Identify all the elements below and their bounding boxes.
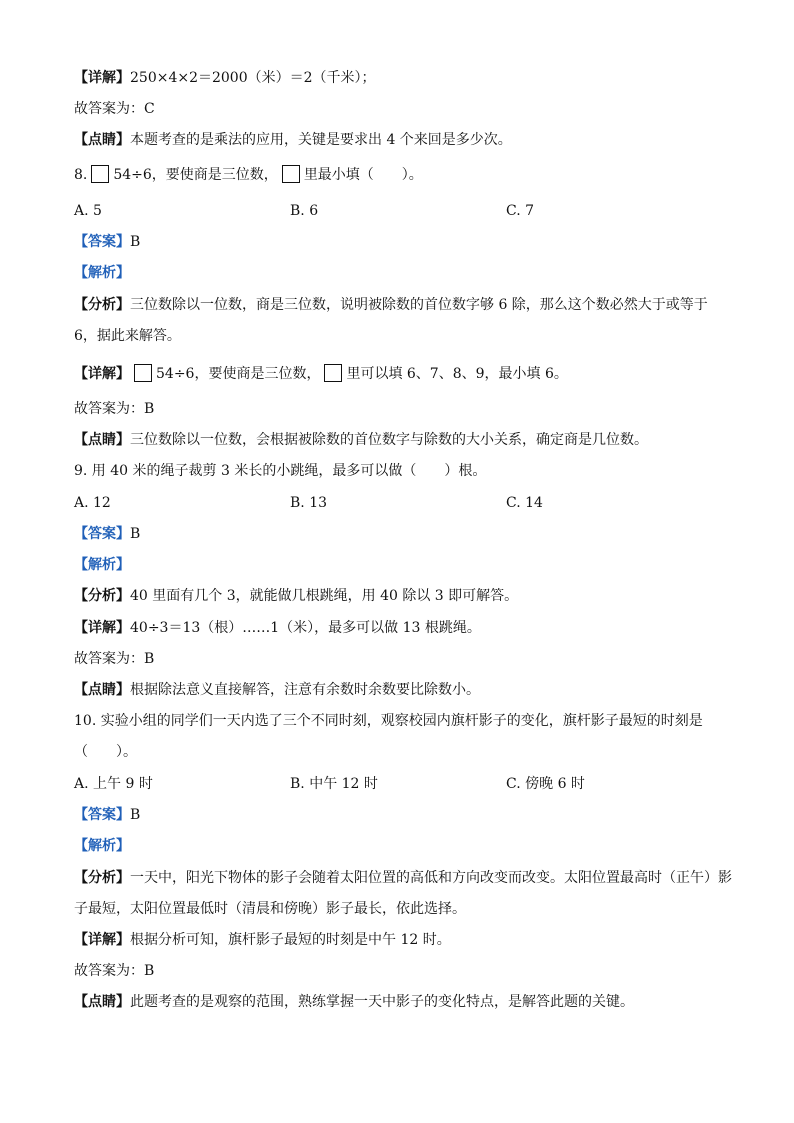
q8-option-c: C. 7 bbox=[506, 203, 535, 219]
q9-option-b: B. 13 bbox=[290, 495, 328, 511]
q8-comment-text: 三位数除以一位数，会根据被除数的首位数字与除数的大小关系，确定商是几位数。 bbox=[130, 432, 648, 448]
q10-stem: 10. 实验小组的同学们一天内选了三个不同时刻，观察校园内旗杆影子的变化，旗杆影子最短的时刻是（ ）。 bbox=[74, 713, 703, 760]
q8-comment-tag: 【点睛】 bbox=[74, 432, 130, 448]
q10-analysis-line bbox=[74, 836, 130, 856]
q8-detail-part1: 54÷6，要使商是三位数， bbox=[156, 366, 321, 382]
q10-fenxi-tag: 【分析】 bbox=[74, 870, 130, 886]
q10-fenxi-text: 一天中，阳光下物体的影子会随着太阳位置的高低和方向改变而改变。太阳位置最高时（正午）影子最短，太阳位置最低时（清晨和傍晚）影子最长，依此选择。 bbox=[74, 870, 732, 917]
q8-number: 8. bbox=[74, 167, 88, 183]
q10-detail-line bbox=[74, 930, 451, 950]
q8-detail-part2: 里可以填 6、7、8、9，最小填 6。 bbox=[346, 366, 568, 382]
q8-option-a: A. 5 bbox=[74, 203, 102, 219]
q9-analysis-tag: 【解析】 bbox=[74, 557, 130, 573]
blank-box bbox=[91, 165, 109, 183]
q9-fenxi-tag: 【分析】 bbox=[74, 588, 130, 604]
q10-answer-value: B bbox=[130, 807, 141, 823]
q7-comment-tag: 【点睛】 bbox=[74, 132, 130, 148]
q9-comment-text: 根据除法意义直接解答，注意有余数时余数要比除数小。 bbox=[130, 682, 480, 698]
q8-detail-line bbox=[74, 364, 568, 384]
q10-comment-line bbox=[74, 992, 634, 1012]
q9-detail-text: 40÷3＝13（根）……1（米），最多可以做 13 根跳绳。 bbox=[130, 620, 481, 636]
q10-option-b: B. 中午 12 时 bbox=[290, 776, 378, 792]
q9-stem: 9. 用 40 米的绳子裁剪 3 米长的小跳绳，最多可以做（ ）根。 bbox=[74, 463, 487, 479]
q9-option-c: C. 14 bbox=[506, 495, 543, 511]
q9-answer-summary: 故答案为：B bbox=[74, 651, 155, 667]
q7-comment-line bbox=[74, 130, 512, 150]
blank-box bbox=[324, 364, 342, 382]
q8-fenxi-line bbox=[74, 290, 734, 352]
q8-option-b: B. 6 bbox=[290, 203, 319, 219]
q9-detail-line bbox=[74, 618, 481, 638]
q10-detail-text: 根据分析可知，旗杆影子最短的时刻是中午 12 时。 bbox=[130, 932, 451, 948]
blank-box bbox=[282, 165, 300, 183]
q9-answer-tag: 【答案】 bbox=[74, 526, 130, 542]
q7-detail-line bbox=[74, 68, 376, 88]
q10-fenxi-line bbox=[74, 863, 734, 925]
q8-stem bbox=[74, 165, 423, 185]
q10-answer-summary: 故答案为：B bbox=[74, 963, 155, 979]
q8-stem-part2: 里最小填（ ）。 bbox=[303, 167, 423, 183]
q9-analysis-line bbox=[74, 555, 130, 575]
q8-fenxi-text: 三位数除以一位数，商是三位数，说明被除数的首位数字够 6 除，那么这个数必然大于或等于 6，据此来解答。 bbox=[74, 297, 708, 344]
q8-answer-tag: 【答案】 bbox=[74, 234, 130, 250]
q10-answer-tag: 【答案】 bbox=[74, 807, 130, 823]
q10-detail-tag: 【详解】 bbox=[74, 932, 130, 948]
q9-detail-tag: 【详解】 bbox=[74, 620, 130, 636]
q9-option-a: A. 12 bbox=[74, 495, 111, 511]
q9-answer-line bbox=[74, 524, 140, 544]
q8-analysis-tag: 【解析】 bbox=[74, 265, 130, 281]
q10-option-a: A. 上午 9 时 bbox=[74, 776, 153, 792]
q8-comment-line bbox=[74, 430, 648, 450]
q8-answer-summary: 故答案为：B bbox=[74, 401, 155, 417]
q8-answer-value: B bbox=[130, 234, 141, 250]
q10-comment-tag: 【点睛】 bbox=[74, 994, 130, 1010]
q7-answer-line: 故答案为：C bbox=[74, 101, 155, 117]
q8-stem-part1: 54÷6，要使商是三位数， bbox=[113, 167, 278, 183]
q8-analysis-line bbox=[74, 263, 130, 283]
q8-detail-tag: 【详解】 bbox=[74, 366, 130, 382]
q8-answer-line bbox=[74, 232, 140, 252]
blank-box bbox=[134, 364, 152, 382]
q9-comment-line bbox=[74, 680, 480, 700]
q7-detail-text: 250×4×2＝2000（米）＝2（千米）； bbox=[130, 70, 376, 86]
q9-answer-value: B bbox=[130, 526, 141, 542]
q10-answer-line bbox=[74, 805, 140, 825]
q10-analysis-tag: 【解析】 bbox=[74, 838, 130, 854]
q9-fenxi-text: 40 里面有几个 3，就能做几根跳绳，用 40 除以 3 即可解答。 bbox=[130, 588, 519, 604]
q7-comment-text: 本题考查的是乘法的应用，关键是要求出 4 个来回是多少次。 bbox=[130, 132, 512, 148]
q8-fenxi-tag: 【分析】 bbox=[74, 297, 130, 313]
q9-fenxi-line bbox=[74, 586, 518, 606]
q10-comment-text: 此题考查的是观察的范围，熟练掌握一天中影子的变化特点，是解答此题的关键。 bbox=[130, 994, 634, 1010]
q9-comment-tag: 【点睛】 bbox=[74, 682, 130, 698]
q10-option-c: C. 傍晚 6 时 bbox=[506, 776, 585, 792]
q7-detail-tag: 【详解】 bbox=[74, 70, 130, 86]
